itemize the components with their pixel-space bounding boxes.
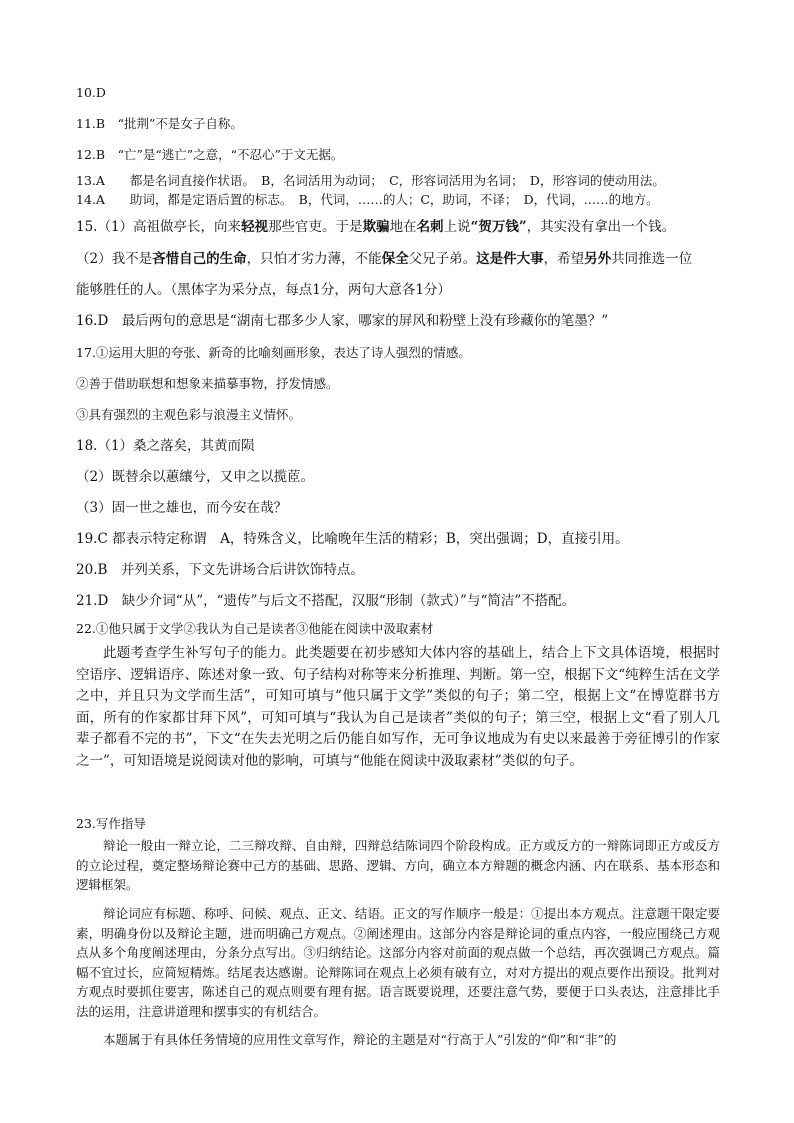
- answer-18-3: （3）固一世之雄也，而今安在哉？: [76, 500, 288, 516]
- answer-22: 22.①他只属于文学②我认为自己是读者③他能在阅读中汲取素材: [76, 621, 434, 636]
- answer-11: 11.B “批荆”不是女子自称。: [76, 116, 243, 131]
- answer-18-2: （2）既替余以蕙纕兮，又申之以揽茝。: [76, 469, 315, 485]
- answer-17-2: ②善于借助联想和想象来描摹事物，抒发情感。: [76, 376, 339, 391]
- answer-14: 14.A 助词，都是定语后置的标志。 B，代词，……的人；C，助词，不译； D，代词，……的地方。: [76, 192, 659, 207]
- answer-12: 12.B “亡”是“逃亡”之意，“不忍心”于文无据。: [76, 147, 344, 162]
- answer-13: 13.A 都是名词直接作状语。 B，名词活用为动词； C，形容词活用为名词； D，形容词的使动用法。: [76, 173, 665, 188]
- answer-16: 16.D 最后两句的意思是“湖南七郡多少人家，哪家的屏风和粉壁上没有珍藏你的笔墨？”: [76, 313, 609, 329]
- answer-20: 20.B 并列关系，下文先讲场合后讲饮饰特点。: [76, 562, 364, 578]
- answer-21: 21.D 缺少介词“从”，“遗传”与后文不搭配，汉服“形制（款式）”与“简洁”不搭配。: [76, 593, 576, 609]
- answer-23-heading: 23.写作指导: [76, 816, 146, 831]
- answer-15-scoring-note: 能够胜任的人。（黑体字为采分点，每点1分，两句大意各1分）: [76, 282, 451, 298]
- answer-18-1: 18.（1）桑之落矣，其黄而陨: [76, 438, 255, 454]
- answer-17-1: 17.①运用大胆的夸张、新奇的比喻刻画形象，表达了诗人强烈的情感。: [76, 345, 471, 360]
- answer-15-part2: （2）我不是吝惜自己的生命，只怕才劣力薄，不能保全父兄子弟。这是件大事，希望另外共同推选一位: [76, 251, 693, 267]
- answer-19: 19.C 都表示特定称谓 A，特殊含义，比喻晚年生活的精彩；B，突出强调；D，直接引用。: [76, 531, 629, 547]
- answer-23-paragraph-1: 辩论一般由一辩立论，二三辩攻辩、自由辩，四辩总结陈词四个阶段构成。正方或反方的一辩陈词即正方或反方的立论过程，奠定整场辩论赛中己方的基础、思路、逻辑、方向，确立本方辩题的概念内涵、内在联系、基本形态和逻辑框架。: [76, 838, 720, 892]
- answer-15-part1: 15.（1）高祖做亭长，向来轻视那些官吏。于是欺骗地在名刺上说“贺万钱”，其实没有拿出一个钱。: [76, 219, 676, 235]
- answer-10: 10.D: [76, 85, 106, 100]
- answer-17-3: ③具有强烈的主观色彩与浪漫主义情怀。: [76, 407, 302, 422]
- answer-23-paragraph-2: 辩论词应有标题、称呼、问候、观点、正文、结语。正文的写作顺序一般是：①提出本方观点。注意题干限定要素，明确身份以及辩论主题，进而明确己方观点。②阐述理由。这部分内容是辩论词的重点内容，一般应围绕己方观点从多个角度阐述理由，分条分点写出。③归纳结论。这部分内容对前面的观点做一个总结，再次强调己方观点。篇幅不宜过长，应简短精炼。结尾表达感谢。论辩陈词在观点上必须有破有立，对对方提出的观点要作出预设。批判对方观点时要抓住要害，陈述自己的观点则要有理有据。语言既要说理，还要注意气势，要便于口头表达，注意排比手法的运用，注意讲道理和摆事实的有机结合。: [76, 906, 720, 1019]
- answer-23-paragraph-3: 本题属于有具体任务情境的应用性文章写作，辩论的主题是对“行高于人”引发的“仰”和“非”的: [103, 1032, 617, 1047]
- answer-22-explanation: 此题考查学生补写句子的能力。此类题要在初步感知大体内容的基础上，结合上下文具体语境，根据时空语序、逻辑语序、陈述对象一致、句子结构对称等来分析推理、判断。第一空，根据下文“纯粹生活在文学之中，并且只为文学而生活”，可知可填与“他只属于文学”类似的句子；第二空，根据上文“在博览群书方面，所有的作家都甘拜下风”，可知可填与“我认为自己是读者”类似的句子；第三空，根据上文“看了别人几辈子都看不完的书”，下文“在失去光明之后仍能自如写作，无可争议地成为有史以来最善于旁征博引的作家之一”，可知语境是说阅读对他的影响，可填与“他能在阅读中汲取素材”类似的句子。: [76, 645, 720, 769]
